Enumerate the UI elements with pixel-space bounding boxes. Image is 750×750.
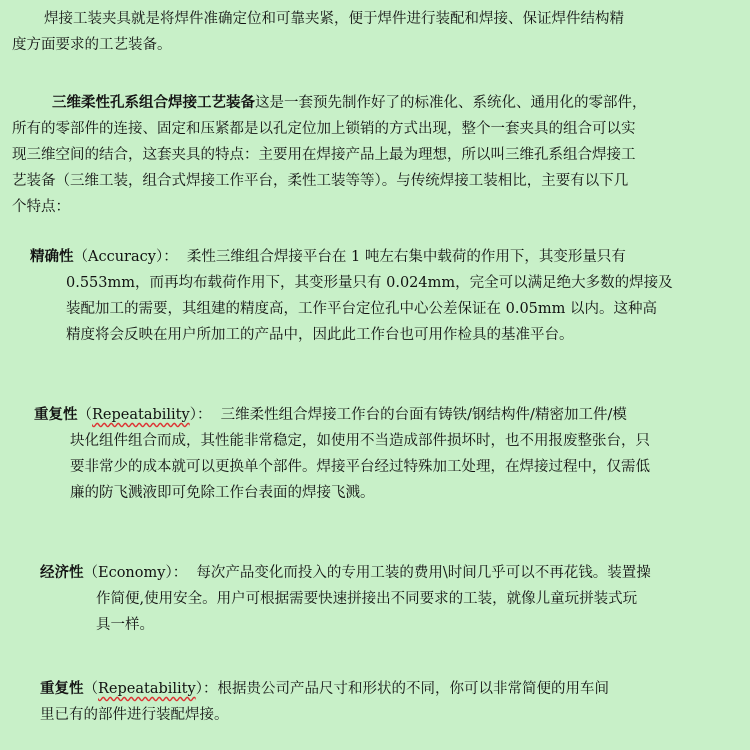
repeatability-line: 里已有的部件进行装配焊接。: [40, 707, 229, 723]
repeatability-label-open: （: [83, 681, 98, 697]
system-line: 艺装备（三维工装，组合式焊接工作平台，柔性工装等等）。与传统焊接工装相比，主要有以下几: [12, 173, 629, 189]
repeatability-line: [40, 676, 730, 702]
intro-paragraph: [12, 6, 738, 58]
repeatability-line: 要非常少的成本就可以更换单个部件。焊接平台经过特殊加工处理，在焊接过程中，仅需低: [70, 459, 650, 475]
economy-text: 每次产品变化而投入的专用工装的费用\时间几乎可以不再花钱。装置操: [196, 565, 651, 581]
system-line-text: 这是一套预先制作好了的标准化、系统化、通用化的零部件，: [255, 95, 647, 111]
repeatability-section: [34, 402, 734, 506]
intro-line: 度方面要求的工艺装备。: [12, 37, 172, 53]
system-title: 三维柔性孔系组合焊接工艺装备: [52, 94, 255, 111]
repeatability-line: 廉的防飞溅液即可免除工作台表面的焊接飞溅。: [70, 485, 375, 501]
intro-line: 焊接工装夹具就是将焊件准确定位和可靠夹紧，便于焊件进行装配和焊接、保证焊件结构精: [44, 11, 624, 27]
accuracy-line: [30, 244, 730, 270]
repeatability-label: 重复性: [40, 680, 84, 697]
system-line: 所有的零部件的连接、固定和压紧都是以孔定位加上锁销的方式出现，整个一套夹具的组合可以实: [12, 121, 636, 137]
accuracy-section: [30, 244, 730, 348]
economy-line: 作简便,使用安全。用户可根据需要快速拼接出不同要求的工装，就像儿童玩拼装式玩: [96, 591, 638, 607]
economy-label: 经济性: [40, 564, 84, 581]
economy-section: [40, 560, 730, 638]
repeatability-line: [34, 402, 734, 428]
economy-line: [40, 560, 730, 586]
system-line: 现三维空间的结合，这套夹具的特点：主要用在焊接产品上最为理想，所以叫三维孔系组合焊接工: [12, 147, 636, 163]
economy-line: 具一样。: [96, 617, 154, 633]
accuracy-line: 精度将会反映在用户所加工的产品中，因此此工作台也可用作检具的基准平台。: [66, 327, 574, 343]
system-line: [12, 90, 738, 116]
accuracy-label-en: （Accuracy）：: [73, 249, 178, 265]
accuracy-label: 精确性: [30, 248, 74, 265]
repeatability-text: 根据贵公司产品尺寸和形状的不同，你可以非常简便的用车间: [217, 681, 609, 697]
repeatability-section-2: [40, 676, 730, 728]
system-line: 个特点：: [12, 199, 70, 215]
repeatability-label-en: Repeatability: [92, 407, 190, 423]
accuracy-text: 柔性三维组合焊接平台在 1 吨左右集中载荷的作用下，其变形量只有: [186, 249, 626, 265]
repeatability-line: 块化组件组合而成，其性能非常稳定，如使用不当造成部件损坏时，也不用报废整张台，只: [70, 433, 650, 449]
system-paragraph: [12, 90, 738, 220]
accuracy-line: 装配加工的需要，其组建的精度高，工作平台定位孔中心公差保证在 0.05mm 以内。这种高: [66, 301, 657, 317]
repeatability-label-close: ）：: [195, 681, 218, 697]
repeatability-label-open: （: [77, 407, 92, 423]
repeatability-label-close: ）：: [189, 407, 212, 423]
repeatability-label: 重复性: [34, 406, 78, 423]
repeatability-text: 三维柔性组合焊接工作台的台面有铸铁/钢结构件/精密加工件/模: [220, 407, 627, 423]
repeatability-label-en: Repeatability: [98, 681, 196, 697]
accuracy-line: 0.553mm，而再均布载荷作用下，其变形量只有 0.024mm，完全可以满足绝大多数的焊接及: [66, 275, 673, 291]
economy-label-en: （Economy）：: [83, 565, 188, 581]
